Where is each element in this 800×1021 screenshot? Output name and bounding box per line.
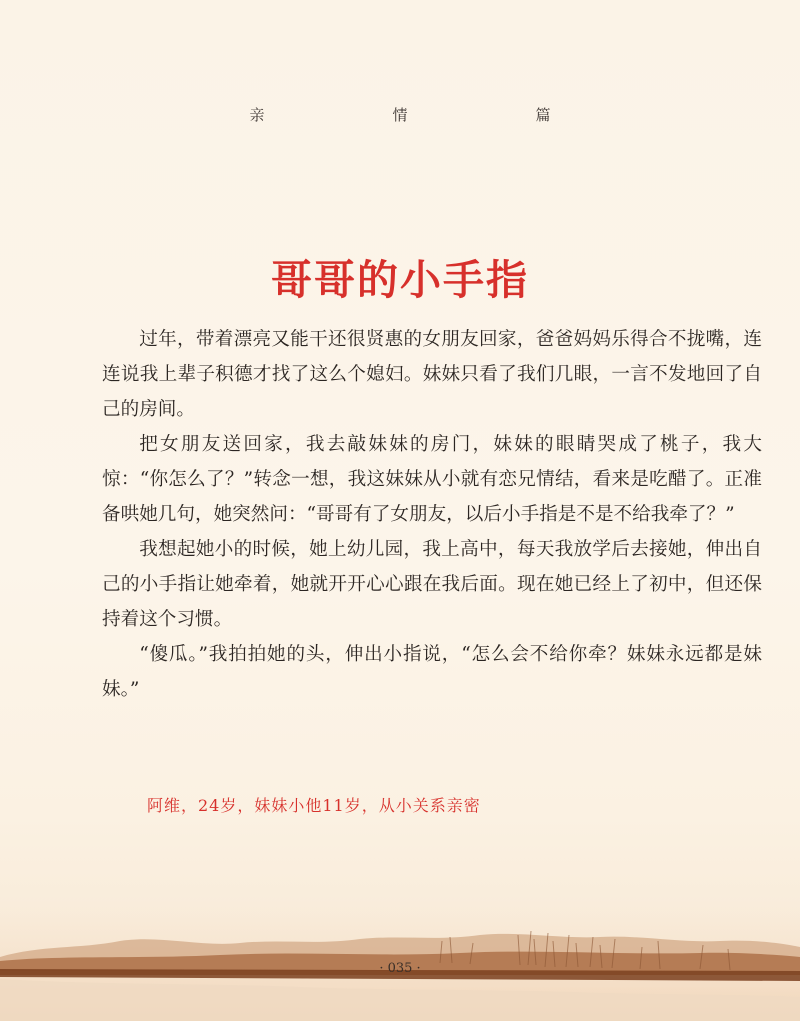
page-number: · 035 · [379,961,421,976]
paragraph: 把女朋友送回家，我去敲妹妹的房门，妹妹的眼睛哭成了桃子，我大惊：“你怎么了？”转念一想，我这妹妹从小就有恋兄情结，看来是吃醋了。正准备哄她几句，她突然问：“哥哥有了女朋友，以后小手指是不是不给我牵了？” [102,434,762,525]
section-header [0,104,800,125]
paragraph: 过年，带着漂亮又能干还很贤惠的女朋友回家，爸爸妈妈乐得合不拢嘴，连连说我上辈子积德才找了这么个媳妇。妹妹只看了我们几眼，一言不发地回了自己的房间。 [102,329,762,420]
section-header-char-1: 亲 [249,106,265,124]
paragraph: “傻瓜。”我拍拍她的头，伸出小指说，“怎么会不给你牵？妹妹永远都是妹妹。” [102,644,762,700]
section-header-char-3: 篇 [535,106,551,124]
section-header-char-2: 情 [392,106,408,124]
article-title: 哥哥的小手指 [271,256,529,304]
author-signature: 阿维，24岁，妹妹小他11岁，从小关系亲密 [147,796,481,815]
paragraph: 我想起她小的时候，她上幼儿园，我上高中，每天我放学后去接她，伸出自己的小手指让她牵着，她就开开心心跟在我后面。现在她已经上了初中，但还保持着这个习惯。 [102,539,762,630]
article-body [102,322,762,707]
